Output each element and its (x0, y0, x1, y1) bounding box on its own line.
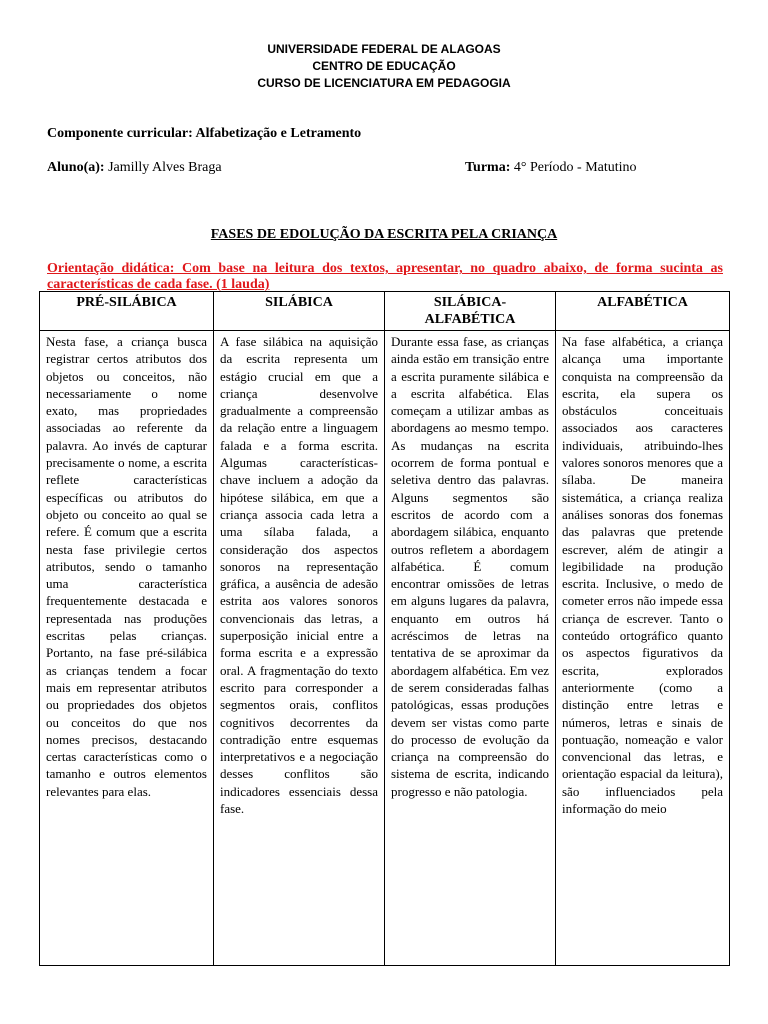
header-silabica: SILÁBICA (214, 292, 385, 331)
table-header-row (40, 292, 730, 331)
student-name: Jamilly Alves Braga (104, 160, 222, 175)
cell-silabica-alfabetica: Durante essa fase, as crianças ainda estão em transição entre a escrita puramente silábica e a escrita alfabética. Elas começam a utilizar ambas as abordagens ao mesmo tempo. As mudanças na escrita ocorrem de forma pontual e seletiva dentro das palavras. Alguns segmentos são escritos de acordo com a abordagem silábica, enquanto outros refletem a abordagem alfabética. É comum encontrar omissões de letras em alguns lugares da palavra, enquanto em outros há acréscimos de letras na tentativa de se aproximar da abordagem alfabética. Em vez de serem consideradas falhas patológicas, essas produções devem ser vistas como parte do processo de evolução da criança na compreensão do sistema de escrita, indicando progresso e não patologia. (385, 331, 556, 966)
university-name: UNIVERSIDADE FEDERAL DE ALAGOAS (267, 42, 501, 56)
curricular-component: Componente curricular: Alfabetização e Letramento (47, 126, 362, 141)
cell-pre-silabica: Nesta fase, a criança busca registrar certos atributos dos objetos ou conceitos, não necessariamente o nome exato, mas propriedades associadas ao referente da palavra. Ao invés de capturar precisamente o nome, a escrita reflete características específicas ou atributos do objeto ou conceito ao qual se refere. É comum que a escrita nesta fase privilegie certos atributos, sendo o tamanho uma característica frequentemente destacada e representada nas produções escritas pelas crianças. Portanto, na fase pré-silábica as crianças tendem a focar mais em representar atributos ou propriedades dos objetos ou conceitos do que nos nomes precisos, destacando certas características como o tamanho e outros elementos relevantes para elas. (40, 331, 214, 966)
student-label: Aluno(a): (47, 160, 105, 175)
course-name: CURSO DE LICENCIATURA EM PEDAGOGIA (257, 76, 511, 90)
class-label: Turma: (465, 160, 511, 175)
header-alfabetica: ALFABÉTICA (556, 292, 730, 331)
cell-alfabetica: Na fase alfabética, a criança alcança uma importante conquista na compreensão da escrita, ela supera os obstáculos conceituais associados aos caracteres individuais, atribuindo-lhes valores sonoros menores que a sílaba. De maneira sistemática, a criança realiza análises sonoras dos fonemas das palavras que pretende escrever, além de atingir a legibilidade na produção escrita. Inclusive, o medo de cometer erros não impede essa criança de escrever. Tanto o conteúdo ortográfico quanto os aspectos figurativos da escrita, explorados anteriormente (como a distinção entre letras e números, letras e sinais de pontuação, nomeação e valor convencional das letras, e orientação espacial da leitura), são influenciados pela informação do meio (556, 331, 730, 966)
phases-table (39, 291, 730, 966)
header-pre-silabica: PRÉ-SILÁBICA (40, 292, 214, 331)
cell-silabica: A fase silábica na aquisição da escrita representa um estágio crucial em que a criança desenvolve gradualmente a compreensão da relação entre a linguagem falada e a forma escrita. Algumas características-chave incluem a adoção da hipótese silábica, em que a criança associa cada letra a uma sílaba falada, a consideração dos aspectos sonoros na representação gráfica, a ausência de adesão estrita aos valores sonoros convencionais das letras, a superposição inicial entre a forma escrita e a expressão oral. A fragmentação do texto escrito para corresponder a segmentos orais, conflitos cognitivos decorrentes da contradição entre esquemas interpretativos e a negociação desses conflitos são indicadores essenciais dessa fase. (214, 331, 385, 966)
table-row (40, 331, 730, 966)
header-silabica-alfabetica: SILÁBICA-ALFABÉTICA (385, 292, 556, 331)
didactic-orientation: Orientação didática: Com base na leitura dos textos, apresentar, no quadro abaixo, de forma sucinta as características de cada fase. (1 lauda) (47, 261, 723, 292)
student-line (47, 159, 222, 177)
center-name: CENTRO DE EDUCAÇÃO (312, 59, 456, 73)
document-title: FASES DE EDOLUÇÃO DA ESCRITA PELA CRIANÇA (210, 227, 558, 242)
class-value: 4° Período - Matutino (510, 160, 637, 175)
class-line (465, 159, 637, 177)
